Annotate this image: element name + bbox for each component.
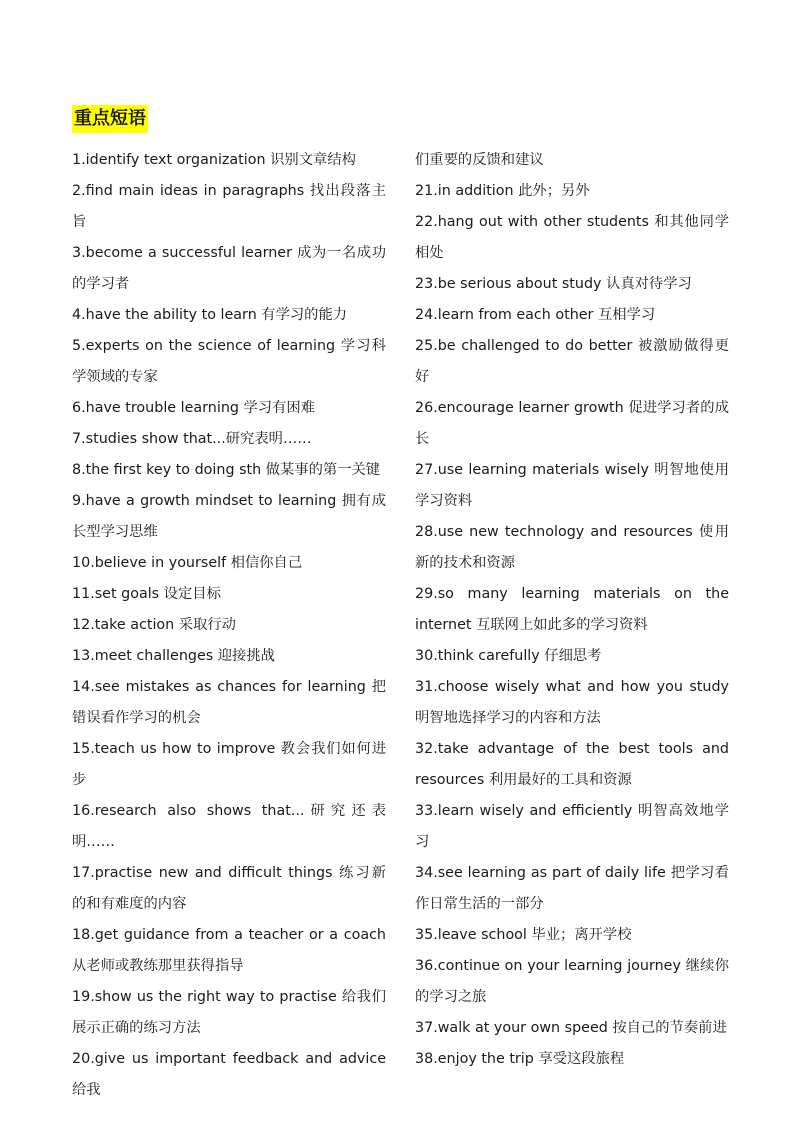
phrase-item: 19.show us the right way to practise 给我们展示正确的练习方法 [72, 989, 386, 1036]
phrase-item: 25.be challenged to do better 被激励做得更好 [415, 338, 729, 385]
phrase-item: 6.have trouble learning 学习有困难 [72, 400, 315, 416]
phrase-item: 32.take advantage of the best tools and resources 利用最好的工具和资源 [415, 741, 729, 788]
phrase-item: 33.learn wisely and efficiently 明智高效地学习 [415, 803, 729, 850]
phrase-item: 11.set goals 设定目标 [72, 586, 221, 602]
phrase-item: 3.become a successful learner 成为一名成功的学习者 [72, 245, 386, 292]
phrase-column-left [72, 145, 386, 1106]
phrase-item: 13.meet challenges 迎接挑战 [72, 648, 275, 664]
phrase-item: 28.use new technology and resources 使用新的技术和资源 [415, 524, 729, 571]
phrase-item: 36.continue on your learning journey 继续你的学习之旅 [415, 958, 729, 1005]
phrase-item: 23.be serious about study 认真对待学习 [415, 276, 692, 292]
phrase-item: 15.teach us how to improve 教会我们如何进步 [72, 741, 386, 788]
phrase-item: 们重要的反馈和建议 [415, 152, 544, 168]
phrase-item: 26.encourage learner growth 促进学习者的成长 [415, 400, 729, 447]
phrase-column-right [415, 145, 729, 1075]
phrase-item: 31.choose wisely what and how you study 明智地选择学习的内容和方法 [415, 679, 729, 726]
phrase-item: 16.research also shows that...研究还表明…… [72, 803, 386, 850]
phrase-item: 5.experts on the science of learning 学习科学领域的专家 [72, 338, 386, 385]
phrase-item: 24.learn from each other 互相学习 [415, 307, 656, 323]
phrase-item: 35.leave school 毕业；离开学校 [415, 927, 632, 943]
phrase-item: 17.practise new and difficult things 练习新的和有难度的内容 [72, 865, 386, 912]
phrase-item: 12.take action 采取行动 [72, 617, 236, 633]
phrase-item: 20.give us important feedback and advice 给我 [72, 1051, 386, 1098]
phrase-item: 4.have the ability to learn 有学习的能力 [72, 307, 348, 323]
phrase-item: 27.use learning materials wisely 明智地使用学习资料 [415, 462, 729, 509]
phrase-item: 21.in addition 此外；另外 [415, 183, 590, 199]
phrase-item: 22.hang out with other students 和其他同学相处 [415, 214, 729, 261]
phrase-item: 29.so many learning materials on the internet 互联网上如此多的学习资料 [415, 586, 729, 633]
phrase-item: 30.think carefully 仔细思考 [415, 648, 602, 664]
phrase-item: 9.have a growth mindset to learning 拥有成长型学习思维 [72, 493, 386, 540]
phrase-item: 14.see mistakes as chances for learning 把错误看作学习的机会 [72, 679, 386, 726]
phrase-item: 2.find main ideas in paragraphs 找出段落主旨 [72, 183, 386, 230]
phrase-item: 38.enjoy the trip 享受这段旅程 [415, 1051, 625, 1067]
section-heading: 重点短语 [72, 105, 148, 133]
phrase-item: 8.the first key to doing sth 做某事的第一关键 [72, 462, 381, 478]
phrase-item: 10.believe in yourself 相信你自己 [72, 555, 303, 571]
phrase-item: 18.get guidance from a teacher or a coach 从老师或教练那里获得指导 [72, 927, 386, 974]
phrase-item: 1.identify text organization 识别文章结构 [72, 152, 356, 168]
phrase-item: 7.studies show that...研究表明…… [72, 431, 312, 447]
phrase-item: 37.walk at your own speed 按自己的节奏前进 [415, 1020, 727, 1036]
phrase-item: 34.see learning as part of daily life 把学习看作日常生活的一部分 [415, 865, 729, 912]
